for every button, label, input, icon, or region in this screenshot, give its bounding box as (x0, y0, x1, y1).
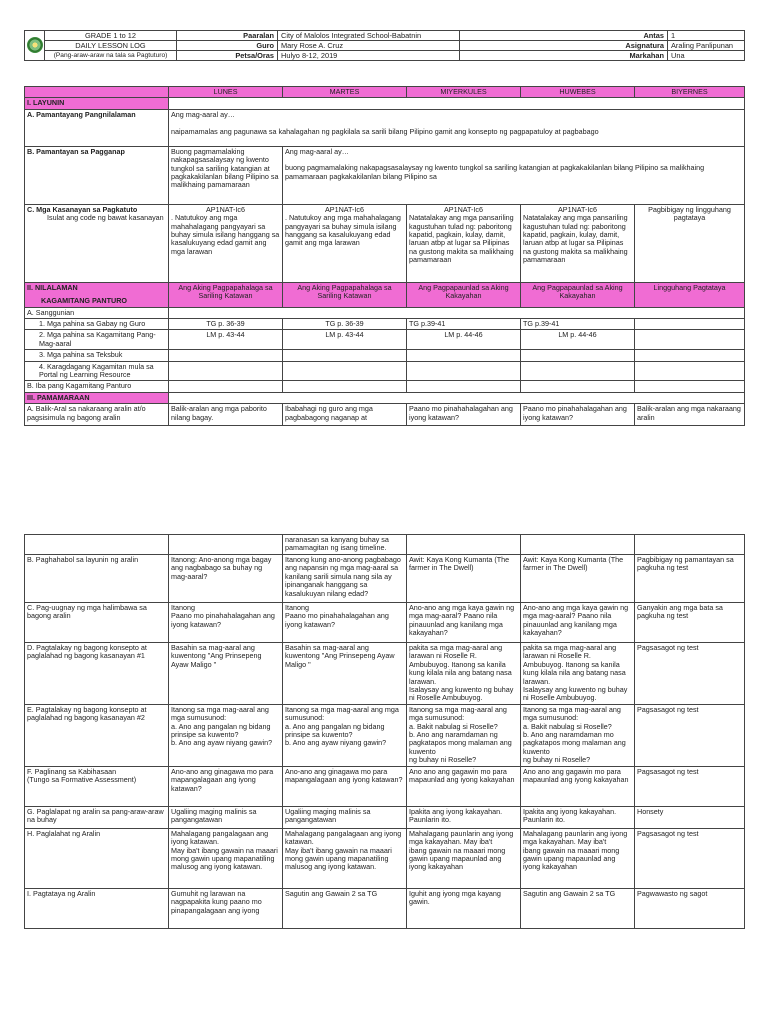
procedure-miy: Ipakita ang iyong kakayahan. Paunlarin ito. (407, 806, 521, 828)
procedure-miy: Ano-ano ang mga kaya gawin ng mga mag-aaral? Paano nila pinauunlad ang kanilang mga kakayahan? (407, 603, 521, 643)
procedure-label: I. Pagtataya ng Aralin (25, 888, 169, 928)
lm-martes: LM p. 43-44 (283, 330, 407, 350)
paaralan-label: Paaralan (177, 31, 278, 41)
doc-title: DAILY LESSON LOG (45, 41, 177, 51)
text-martes: . Natutukoy ang mga mahahalagang pangyayari sa buhay simula isilang hanggang sa kasalukuyang edad gamit ang mga larawan (285, 213, 401, 248)
lm-lunes: LM p. 43-44 (169, 330, 283, 350)
procedure-miy: Awit: Kaya Kong Kumanta (The farmer in The Dwell) (407, 555, 521, 603)
procedure-huw: Mahalagang paunlarin ang iyong mga kakayahan. May iba't ibang gawain na maaari mong gawin upang mapaunlad ang iyong kakayahan (521, 828, 635, 888)
header-table (24, 30, 745, 61)
procedure-huw: Ano ano ang gagawin mo para mapaunlad ang iyong kakayahan (521, 766, 635, 806)
sanggunian-row (25, 307, 745, 318)
pamantayang-pangnilalaman-row (25, 109, 745, 146)
portal-label: 4. Karagdagang Kagamitan mula sa Portal ng Learning Resource (25, 361, 169, 381)
pagganap-line2: buong pagmamalaking nakapagsasalaysay ng kwento tungkol sa sariling katangian at pagkakakilanlan bilang Pilipino sa malikhaing pamamaraan pagkakakilanlan bilang Pilipino sa (285, 163, 705, 181)
iba-pang-label: B. Iba pang Kagamitang Panturo (25, 381, 169, 392)
balik-aral-lunes: Balik-aralan ang mga paborito nilang bagay. (169, 404, 283, 426)
procedure-biy: Pagsasagot ng test (635, 766, 745, 806)
paaralan-value: City of Malolos Integrated School-Babatnin (278, 31, 460, 41)
procedure-huw: Ipakita ang iyong kakayahan. Paunlarin ito. (521, 806, 635, 828)
lm-row (25, 330, 745, 350)
guro-value: Mary Rose A. Cruz (278, 41, 460, 51)
procedure-biy: Pagwawasto ng sagot (635, 888, 745, 928)
day-martes: MARTES (283, 87, 407, 98)
nilalaman-biy: Lingguhang Pagtataya (635, 282, 745, 307)
markahan-value: Una (668, 51, 745, 61)
procedure-biy: Pagbibigay ng pamantayan sa pagkuha ng test (635, 555, 745, 603)
procedure-huw: pakita sa mga mag-aaral ang larawan ni Roselle R. Ambubuyog. Itanong sa kanila kung kilala nila ang batang nasa larawan. Isalaysay ang kuwento ng buhay ni Roselle Ambubuyog. (521, 643, 635, 705)
day-biyernes: BIYERNES (635, 87, 745, 98)
deped-logo-icon (27, 37, 43, 53)
grade-text: GRADE 1 to 12 (45, 31, 177, 41)
procedure-label: G. Paglalapat ng aralin sa pang-araw-araw na buhay (25, 806, 169, 828)
procedure-label: E. Pagtalakay ng bagong konsepto at paglalahad ng bagong kasanayan #2 (25, 704, 169, 766)
procedure-biy: Ganyakin ang mga bata sa pagkuha ng test (635, 603, 745, 643)
procedure-lunes: Ugaliing maging malinis sa pangangatawan (169, 806, 283, 828)
pangnilalaman-line1: Ang mag-aaral ay… (171, 109, 235, 119)
procedure-label: C. Pag-uugnay ng mga halimbawa sa bagong aralin (25, 603, 169, 643)
kasanayan-miy (407, 204, 521, 282)
nilalaman-label-cell (25, 282, 169, 307)
label-pamantayan-pagganap: B. Pamantayan sa Pagganap (25, 146, 169, 204)
day-huwebes: HUWEBES (521, 87, 635, 98)
lm-miy: LM p. 44-46 (407, 330, 521, 350)
procedure-miy: Mahalagang paunlarin ang iyong mga kakayahan. May iba't ibang gawain na maaari mong gawin upang mapaunlad ang iyong kakayahan (407, 828, 521, 888)
section-kagamitan: KAGAMITANG PANTURO (41, 296, 127, 306)
procedure-biy: Pagsasagot ng test (635, 643, 745, 705)
lm-biy (635, 330, 745, 350)
procedure-martes: Basahin sa mag-aaral ang kuwentong "Ang Prinsepeng Ayaw Maligo " (283, 643, 407, 705)
section-nilalaman: II. NILALAMAN (27, 282, 78, 292)
nilalaman-row (25, 282, 745, 307)
procedure-label: B. Paghahabol sa layunin ng aralin (25, 555, 169, 603)
procedure-miy: Ano ano ang gagawin mo para mapaunlad ang iyong kakayahan (407, 766, 521, 806)
procedure-lunes: Ano-ano ang ginagawa mo para mapangalagaan ang iyong katawan? (169, 766, 283, 806)
tg-biy (635, 319, 745, 330)
kasanayan-row (25, 204, 745, 282)
label-kasanayan (25, 204, 169, 282)
pangnilalaman-cell (169, 109, 745, 146)
balik-aral-miy: Paano mo pinahahalagahan ang iyong katawan? (407, 404, 521, 426)
procedure-huw: Sagutin ang Gawain 2 sa TG (521, 888, 635, 928)
procedure-row (25, 603, 745, 643)
procedure-label: D. Pagtalakay ng bagong konsepto at paglalahad ng bagong kasanayan #1 (25, 643, 169, 705)
procedure-lunes: Itanong: Ano-anong mga bagay ang nagbabago sa buhay ng mag-aaral? (169, 555, 283, 603)
procedure-row (25, 704, 745, 766)
markahan-label: Markahan (460, 51, 668, 61)
antas-label: Antas (460, 31, 668, 41)
nilalaman-martes: Ang Aking Pagpapahalaga sa Sariling Katawan (283, 282, 407, 307)
lm-label: 2. Mga pahina sa Kagamitang Pang-Mag-aaral (25, 330, 169, 350)
gabay-guro-row (25, 319, 745, 330)
procedure-huw: Awit: Kaya Kong Kumanta (The farmer in The Dwell) (521, 555, 635, 603)
layunin-row (25, 98, 745, 109)
procedure-miy: Iguhit ang iyong mga kayang gawin. (407, 888, 521, 928)
pangnilalaman-line2: naipamamalas ang pagunawa sa kahalagahan ng pagkilala sa sarili bilang Pilipino gamit ang konsepto ng pagpapatuloy at pagbabago (171, 127, 599, 137)
kasanayan-martes (283, 204, 407, 282)
code-miy: AP1NAT-Ic6 (443, 204, 483, 214)
procedure-row (25, 806, 745, 828)
antas-value: 1 (668, 31, 745, 41)
pagganap-rest (283, 146, 745, 204)
lesson-table-bottom (24, 534, 745, 929)
lm-huw: LM p. 44-46 (521, 330, 635, 350)
section-layunin: I. LAYUNIN (25, 98, 169, 109)
procedure-lunes: Itanong Paano mo pinahahalagahan ang iyong katawan? (169, 603, 283, 643)
code-huw: AP1NAT-Ic6 (557, 204, 597, 214)
nilalaman-miy: Ang Pagpapaunlad sa Aking Kakayahan (407, 282, 521, 307)
procedure-row (25, 555, 745, 603)
iba-pang-row (25, 381, 745, 392)
balik-aral-label: A. Balik-Aral sa nakaraang aralin at/o pagsisimula ng bagong aralin (25, 404, 169, 426)
procedure-biy: Pagsasagot ng test (635, 828, 745, 888)
day-lunes: LUNES (169, 87, 283, 98)
procedure-miy: Itanong sa mga mag-aaral ang mga sumusunod: a. Bakit nabulag si Roselle? b. Ano ang naramdaman ng pagkatapos mong malaman ang kuwento ng buhay ni Roselle? (407, 704, 521, 766)
procedure-lunes: Mahalagang pangalagaan ang iyong katawan. May iba't ibang gawain na maaari mong gawin upang mapanatiling malusog ang iyong katawan. (169, 828, 283, 888)
procedure-biy: Honsety (635, 806, 745, 828)
gabay-guro-label: 1. Mga pahina sa Gabay ng Guro (25, 319, 169, 330)
doc-subtitle: (Pang-araw-araw na tala sa Pagtuturo) (45, 51, 177, 61)
teksbuk-row (25, 350, 745, 361)
balik-aral-biy: Balik-aralan ang mga nakaraang aralin (635, 404, 745, 426)
continuation-martes: naranasan sa kanyang buhay sa pamamagitan ng isang timeline. (283, 535, 407, 555)
procedure-martes: Mahalagang pangalagaan ang iyong katawan. May iba't ibang gawain na maaari mong gawin upang mapanatiling malusog ang iyong katawan. (283, 828, 407, 888)
pamantayan-pagganap-row (25, 146, 745, 204)
tg-martes: TG p. 36-39 (283, 319, 407, 330)
sanggunian-label: A. Sanggunian (25, 307, 169, 318)
kasanayan-biy: Pagbibigay ng lingguhang pagtataya (635, 204, 745, 282)
day-header-row (25, 87, 745, 98)
procedure-label: H. Paglalahat ng Aralin (25, 828, 169, 888)
portal-row (25, 361, 745, 381)
tg-miy: TG p.39-41 (407, 319, 521, 330)
balik-aral-huw: Paano mo pinahahalagahan ang iyong katawan? (521, 404, 635, 426)
lesson-table-top (24, 86, 745, 426)
pagganap-line1: Ang mag-aaral ay… (285, 146, 349, 156)
asignatura-label: Asignatura (460, 41, 668, 51)
section-pamamaraan: III. PAMAMARAAN (25, 392, 169, 403)
procedure-martes: Itanong kung ano-anong pagbabago ang napansin ng mga mag-aaral sa kanilang sarili simula nang sila ay ipinanganak hanggang sa kasalukuyan nilang edad? (283, 555, 407, 603)
guro-label: Guro (177, 41, 278, 51)
procedure-martes: Sagutin ang Gawain 2 sa TG (283, 888, 407, 928)
code-martes: AP1NAT-Ic6 (324, 204, 364, 214)
day-miyerkules: MIYERKULES (407, 87, 521, 98)
teksbuk-label: 3. Mga pahina sa Teksbuk (25, 350, 169, 361)
text-lunes: . Natutukoy ang mga mahahalagang pangyayari sa buhay simula isilang hanggang sa kasalukuyang edad gamit ang mga larawan (171, 213, 280, 256)
text-huw: Natatalakay ang mga pansariling kagustuhan tulad ng: paboritong kapatid, pagkain, kulay, damit, laruan atbp at lugar sa Pilipinas na gustong makita sa malikhaing pamamaraan (523, 213, 628, 265)
school-logo-cell (25, 31, 45, 61)
nilalaman-huw: Ang Pagpapaunlad sa Aking Kakayahan (521, 282, 635, 307)
procedure-miy: pakita sa mga mag-aaral ang larawan ni Roselle R. Ambubuyog. Itanong sa kanila kung kilala nila ang batang nasa larawan. Isalaysay ang kuwento ng buhay ni Roselle Ambubuyog. (407, 643, 521, 705)
kasanayan-huw (521, 204, 635, 282)
tg-lunes: TG p. 36-39 (169, 319, 283, 330)
procedure-label: F. Paglinang sa Kabihasaan (Tungo sa Formative Assessment) (25, 766, 169, 806)
code-lunes: AP1NAT-Ic6 (205, 204, 245, 214)
procedure-lunes: Gumuhit ng larawan na nagpapakita kung paano mo pinapangalagaan ang iyong (169, 888, 283, 928)
nilalaman-lunes: Ang Aking Pagpapahalaga sa Sariling Katawan (169, 282, 283, 307)
text-miy: Natatalakay ang mga pansariling kagustuhan tulad ng: paboritong kapatid, pagkain, kulay, damit, laruan atbp at lugar sa Pilipinas na gustong makita sa malikhaing pamamaraan (409, 213, 514, 265)
petsa-value: Hulyo 8-12, 2019 (278, 51, 460, 61)
pamamaraan-row (25, 392, 745, 403)
balik-aral-martes: Ibabahagi ng guro ang mga pagbabagong naganap at (283, 404, 407, 426)
kasanayan-lunes (169, 204, 283, 282)
petsa-label: Petsa/Oras (177, 51, 278, 61)
procedure-lunes: Basahin sa mag-aaral ang kuwentong "Ang Prinsepeng Ayaw Maligo " (169, 643, 283, 705)
procedure-row (25, 828, 745, 888)
kasanayan-sub: Isulat ang code ng bawat kasanayan (47, 213, 164, 223)
procedure-row (25, 766, 745, 806)
procedure-martes: Itanong sa mga mag-aaral ang mga sumusunod: a. Ano ang pangalan ng bidang prinsipe sa kuwento? b. Ano ang ayaw niyang gawin? (283, 704, 407, 766)
pagganap-lunes: Buong pagmamalaking nakapagsasalaysay ng kwento tungkol sa sariling katangian at pagkakakilanlan bilang Pilipino sa malikhaing pamamaraan (169, 146, 283, 204)
procedure-row (25, 643, 745, 705)
procedure-row (25, 888, 745, 928)
procedure-martes: Ano-ano ang ginagawa mo para mapangalagaan ang iyong katawan? (283, 766, 407, 806)
procedure-huw: Ano-ano ang mga kaya gawin ng mga mag-aaral? Paano nila pinauunlad ang kanilang mga kakayahan? (521, 603, 635, 643)
procedure-biy: Pagsasagot ng test (635, 704, 745, 766)
procedure-lunes: Itanong sa mga mag-aaral ang mga sumusunod: a. Ano ang pangalan ng bidang prinsipe sa kuwento? b. Ano ang ayaw niyang gawin? (169, 704, 283, 766)
procedure-martes: Ugaliing maging malinis sa pangangatawan (283, 806, 407, 828)
asignatura-value: Araling Panlipunan (668, 41, 745, 51)
procedure-huw: Itanong sa mga mag-aaral ang mga sumusunod: a. Bakit nabulag si Roselle? b. Ano ang naramdaman mo pagkatapos mong malaman ang kuwento ng buhay ni Roselle? (521, 704, 635, 766)
continuation-row (25, 535, 745, 555)
balik-aral-row (25, 404, 745, 426)
label-pamantayang-pangnilalaman: A. Pamantayang Pangnilalaman (25, 109, 169, 146)
kasanayan-title: C. Mga Kasanayan sa Pagkatuto (27, 204, 138, 214)
tg-huw: TG p.39-41 (521, 319, 635, 330)
procedure-martes: Itanong Paano mo pinahahalagahan ang iyong katawan? (283, 603, 407, 643)
